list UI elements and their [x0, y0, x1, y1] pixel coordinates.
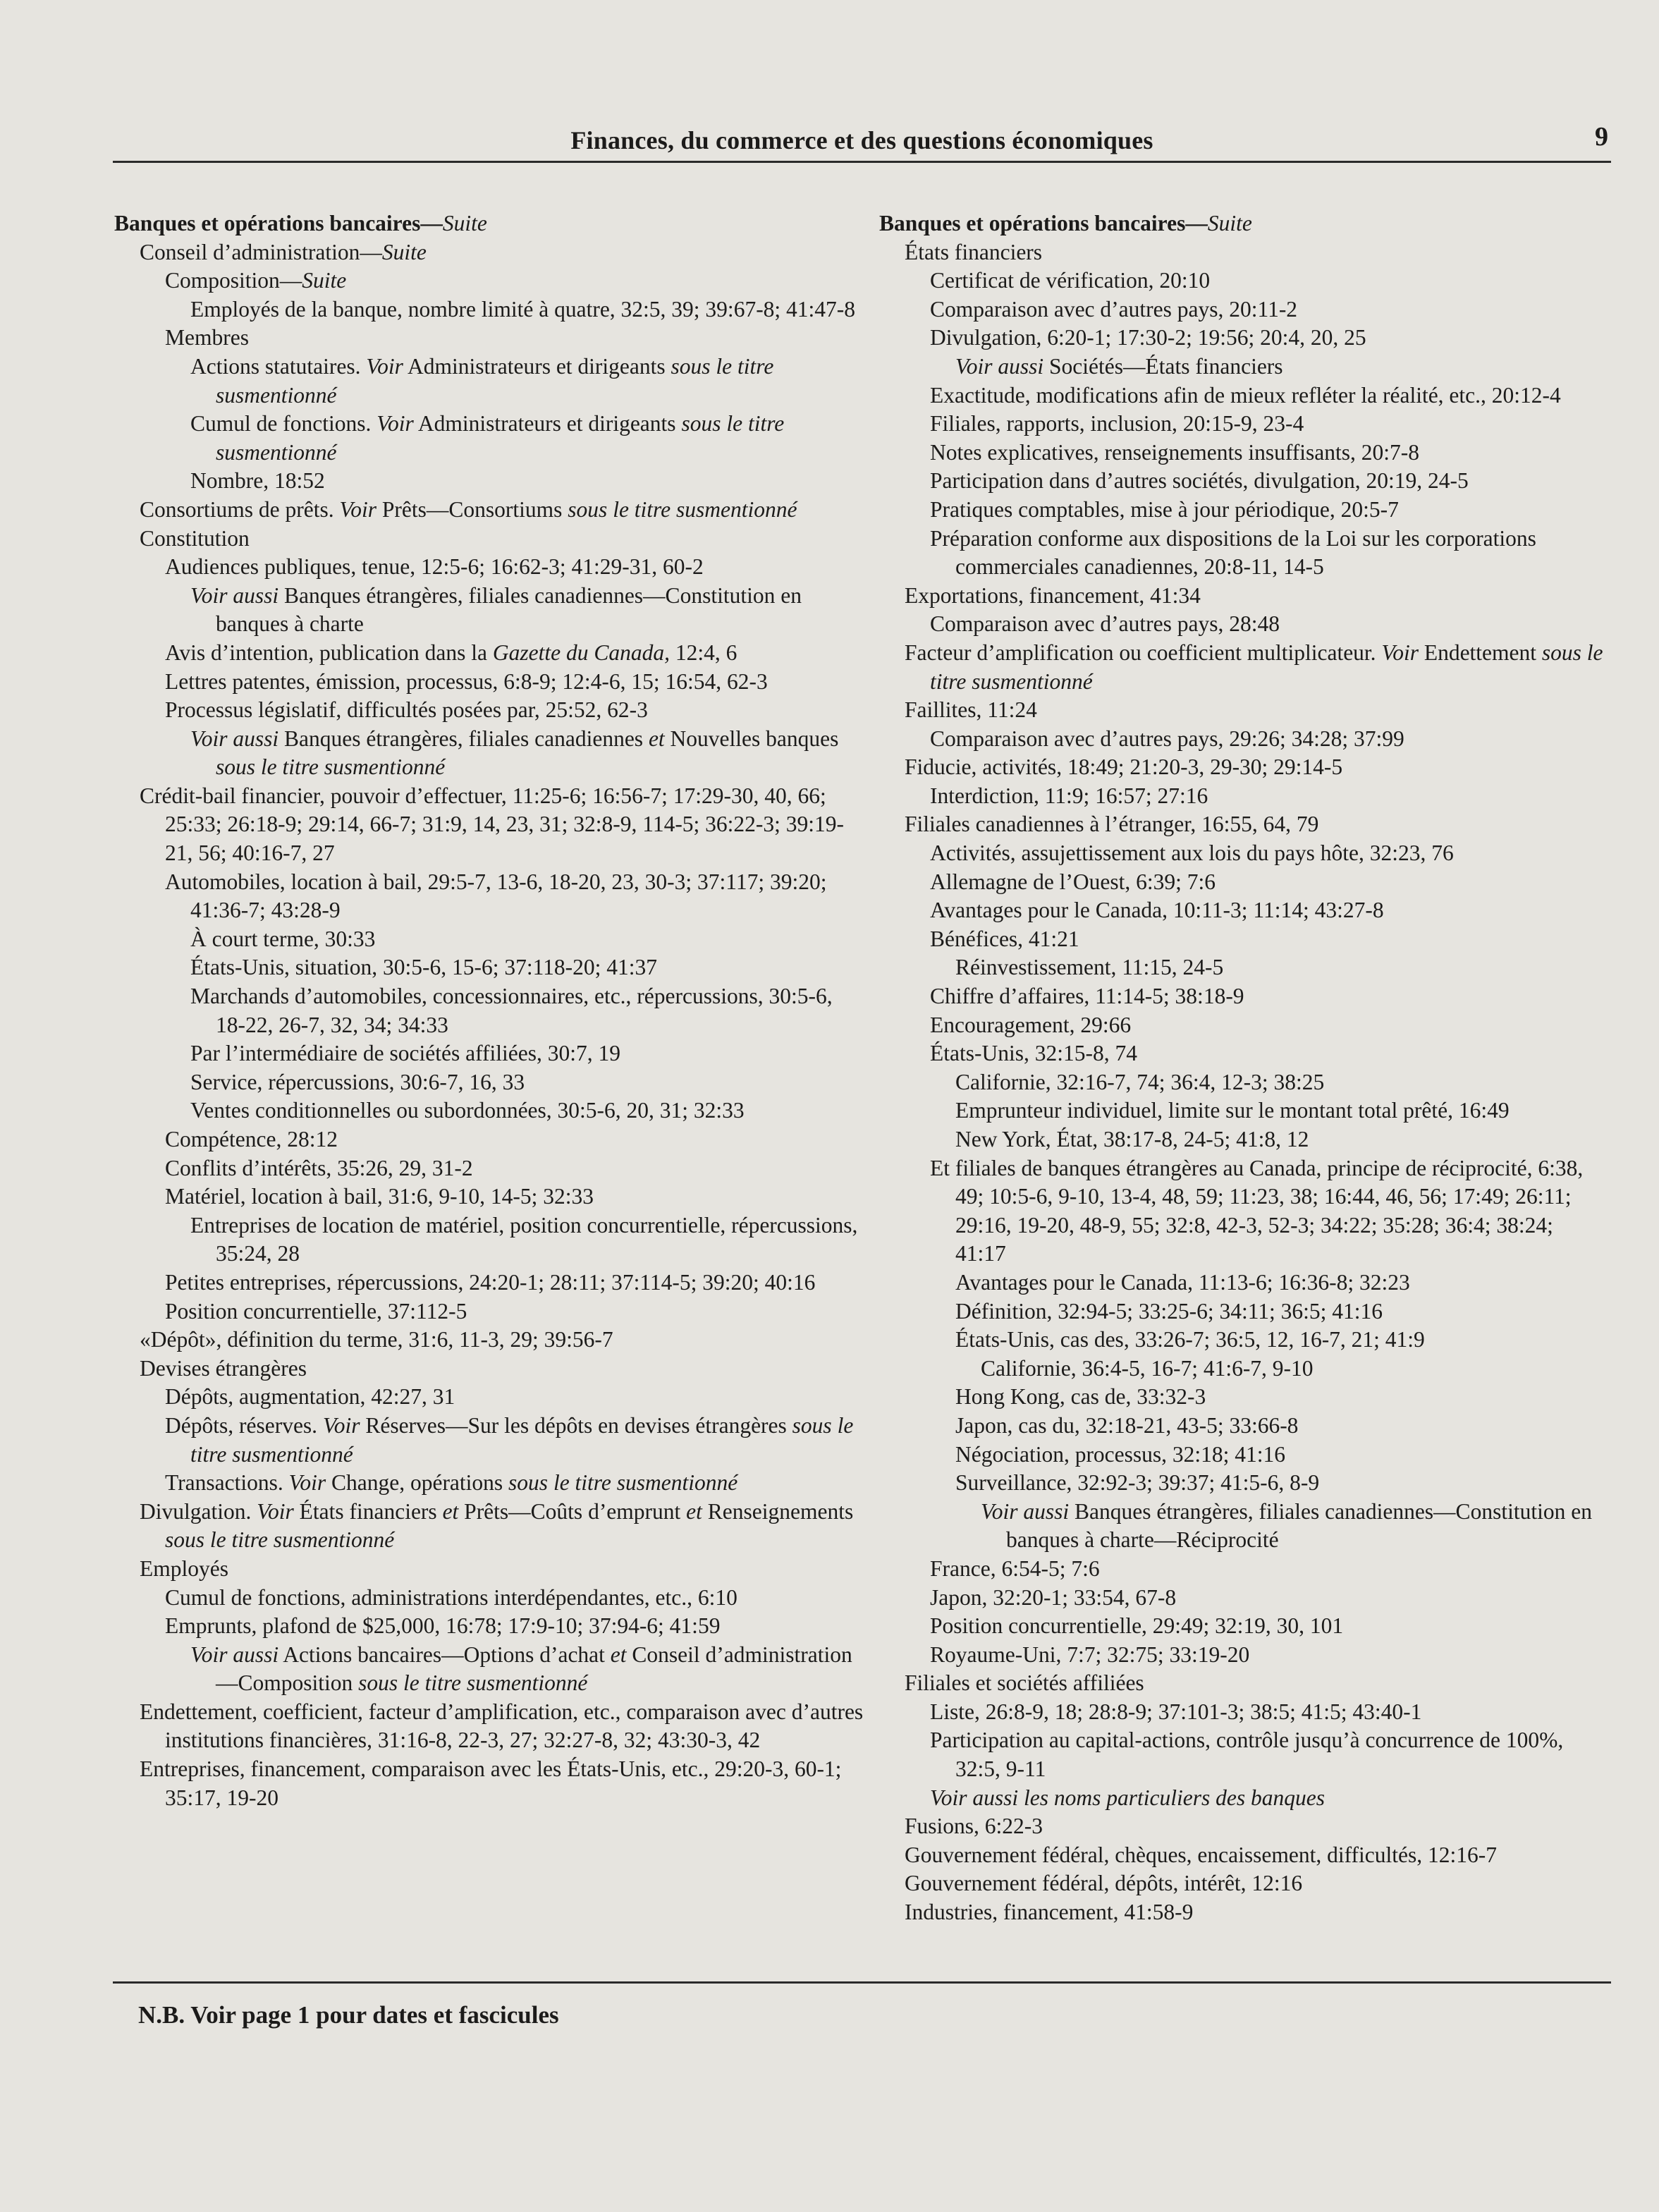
index-entry: [879, 1698, 1609, 1727]
index-entry-text: Ventes conditionnelles ou subordonnées, 30:5-6, 20, 31; 32:33: [190, 1098, 745, 1123]
index-entry: [114, 1584, 865, 1613]
index-entry: [879, 982, 1609, 1011]
index-entry: [114, 1154, 865, 1183]
index-entry-text: Filiales, rapports, inclusion, 20:15-9, 23-4: [930, 411, 1304, 436]
index-entry-text: Banques étrangères, filiales canadiennes: [278, 726, 649, 751]
index-entry-italic: et: [648, 726, 665, 751]
index-entry: [879, 467, 1609, 496]
index-entry-italic: Suite: [381, 239, 427, 264]
index-entry-text: Exactitude, modifications afin de mieux refléter la réalité, etc., 20:12-4: [930, 382, 1561, 408]
index-entry-italic: sous le titre susmentionné: [930, 640, 1603, 694]
index-entry-text: États-Unis, situation, 30:5-6, 15-6; 37:118-20; 41:37: [190, 955, 658, 980]
index-entry-text: Pratiques comptables, mise à jour périodique, 20:5-7: [930, 496, 1399, 522]
index-entry: [114, 1068, 865, 1097]
index-entry-text: Participation au capital-actions, contrôle jusqu’à concurrence de 100%, 32:5, 9-11: [930, 1728, 1564, 1782]
index-entry-text: Position concurrentielle, 37:112-5: [165, 1298, 467, 1324]
index-entry-text: Notes explicatives, renseignements insuffisants, 20:7-8: [930, 439, 1420, 465]
index-entry-text: Banques étrangères, filiales canadiennes—Constitution en banques à charte—Réciprocité: [1006, 1498, 1592, 1553]
index-entry-text: Administrateurs et dirigeants: [403, 353, 671, 379]
index-entry: [114, 953, 865, 982]
index-entry: [879, 238, 1609, 267]
index-entry: [879, 753, 1609, 782]
index-entry: [879, 324, 1609, 353]
index-entry: [879, 696, 1609, 725]
index-entry-text: Marchands d’automobiles, concessionnaires, etc., répercussions, 30:5-6, 18-22, 26-7, 32, 34; 34:33: [190, 984, 833, 1037]
index-entry-text: Fiducie, activités, 18:49; 21:20-3, 29-30; 29:14-5: [905, 754, 1343, 780]
index-entry-italic: Voir aussi: [190, 582, 279, 608]
index-entry: [879, 925, 1609, 954]
index-entry-text: Industries, financement, 41:58-9: [905, 1900, 1194, 1925]
index-entry-italic: sous le titre susmentionné: [358, 1670, 588, 1696]
index-entry-text: Employés de la banque, nombre limité à quatre, 32:5, 39; 39:67-8; 41:47-8: [190, 296, 856, 322]
index-entry: [114, 925, 865, 954]
index-heading: [114, 209, 865, 238]
index-entry-italic: et: [610, 1642, 627, 1667]
index-entry: [879, 1326, 1609, 1355]
index-entry: [114, 238, 865, 267]
index-entry: [879, 868, 1609, 897]
index-entry-text: États-Unis, cas des, 33:26-7; 36:5, 12, 16-7, 21; 41:9: [955, 1327, 1425, 1352]
index-entry-text: Allemagne de l’Ouest, 6:39; 7:6: [930, 869, 1216, 894]
index-entry-text: Activités, assujettissement aux lois du pays hôte, 32:23, 76: [930, 841, 1454, 866]
index-entry-text: Endettement: [1418, 640, 1542, 665]
index-entry-italic: Voir aussi les noms particuliers des banques: [930, 1785, 1326, 1810]
index-entry-text: Change, opérations: [326, 1470, 509, 1496]
index-entry-italic: sous le titre susmentionné: [216, 754, 446, 780]
index-entry-text: Actions bancaires—Options d’achat: [278, 1642, 611, 1667]
index-entry: [879, 439, 1609, 468]
index-entry: [114, 1383, 865, 1412]
index-entry: [879, 1812, 1609, 1841]
index-entry-italic: et: [442, 1498, 459, 1524]
index-entry-italic: sous le titre susmentionné: [508, 1470, 738, 1496]
index-entry-text: Et filiales de banques étrangères au Canada, principe de réciprocité, 6:38, 49; 10:5-6, 9-10, 13-4, 48, 59; 11:23, 38; 16:44, 46, 56; 17:49; 26:11; 29:16, 19-20, 48-9, 55; 32:8, 42-3, 52-3; 34:22; 35:28; 36:4; 38:24; 41:17: [930, 1155, 1584, 1266]
index-entry: [879, 582, 1609, 611]
index-entry: [879, 1039, 1609, 1068]
index-entry: [879, 1469, 1609, 1498]
index-entry-text: Comparaison avec d’autres pays, 29:26; 34:28; 37:99: [930, 726, 1404, 751]
index-entry-text: Emprunts, plafond de $25,000, 16:78; 17:9-10; 37:94-6; 41:59: [165, 1613, 721, 1639]
index-entry-text: Matériel, location à bail, 31:6, 9-10, 14-5; 32:33: [165, 1184, 594, 1209]
index-entry: [114, 1125, 865, 1154]
index-entry: [879, 1297, 1609, 1326]
index-entry-text: Endettement, coefficient, facteur d’amplification, etc., comparaison avec d’autres institutions financières, 31:16-8, 22-3, 27; 32:27-8, 32; 43:30-3, 42: [140, 1699, 864, 1753]
index-entry-italic: Voir aussi: [981, 1498, 1070, 1524]
index-entry-text: Avantages pour le Canada, 10:11-3; 11:14; 43:27-8: [930, 898, 1384, 923]
index-entry-italic: sous le titre susmentionné: [165, 1527, 395, 1553]
index-entry: [879, 1584, 1609, 1613]
index-entry-text: Californie, 32:16-7, 74; 36:4, 12-3; 38:25: [955, 1069, 1325, 1094]
index-entry-text: Royaume-Uni, 7:7; 32:75; 33:19-20: [930, 1642, 1250, 1667]
index-entry-italic: sous le titre susmentionné: [568, 496, 797, 522]
index-entry: [879, 496, 1609, 525]
index-entry-text: Avis d’intention, publication dans la: [165, 640, 493, 665]
running-title: Finances, du commerce et des questions économiques: [570, 126, 1153, 154]
index-entry: [114, 639, 865, 668]
index-entry: [879, 267, 1609, 295]
index-entry-text: Processus législatif, difficultés posées par, 25:52, 62-3: [165, 697, 648, 723]
index-entry-text: Cumul de fonctions.: [190, 411, 377, 436]
index-entry: [114, 1755, 865, 1812]
index-entry: [879, 639, 1609, 696]
index-entry-text: États-Unis, 32:15-8, 74: [930, 1041, 1137, 1066]
index-entry: [879, 1383, 1609, 1412]
index-entry-text: Nombre, 18:52: [190, 468, 325, 494]
index-entry-italic: sous le titre susmentionné: [216, 411, 785, 465]
index-entry-text: Conseil d’administration—Composition: [216, 1642, 852, 1696]
index-entry: [114, 496, 865, 525]
index-entry-text: À court terme, 30:33: [190, 926, 376, 951]
index-entry: [114, 267, 865, 295]
index-entry-text: Constitution: [140, 525, 250, 551]
index-entry-text: Banques et opérations bancaires—: [879, 211, 1208, 236]
index-entry-text: États financiers: [905, 239, 1043, 264]
index-entry-italic: Suite: [302, 268, 347, 293]
index-entry-text: Japon, 32:20-1; 33:54, 67-8: [930, 1584, 1177, 1610]
index-entry-text: Banques et opérations bancaires—: [114, 211, 443, 236]
index-entry: [114, 1698, 865, 1755]
index-entry-text: Négociation, processus, 32:18; 41:16: [955, 1441, 1286, 1467]
index-entry-text: Nouvelles banques: [664, 726, 839, 751]
index-entry: [879, 353, 1609, 381]
index-entry: [879, 810, 1609, 839]
index-entry: [879, 782, 1609, 811]
index-entry-text: Audiences publiques, tenue, 12:5-6; 16:62-3; 41:29-31, 60-2: [165, 554, 704, 580]
index-entry: [879, 1669, 1609, 1698]
index-entry-text: Par l’intermédiaire de sociétés affiliées, 30:7, 19: [190, 1041, 620, 1066]
index-entry: [114, 1498, 865, 1555]
index-entry-text: Banques étrangères, filiales canadiennes—Constitution en banques à charte: [216, 582, 802, 637]
index-entry-italic: Voir aussi: [190, 1642, 279, 1667]
index-entry-text: Californie, 36:4-5, 16-7; 41:6-7, 9-10: [981, 1355, 1314, 1381]
index-entry: [114, 410, 865, 467]
index-entry: [114, 1039, 865, 1068]
index-entry: [114, 696, 865, 725]
index-entry: [114, 1183, 865, 1211]
page-header: [113, 122, 1611, 163]
index-entry: [114, 1096, 865, 1125]
index-entry: [879, 1355, 1609, 1383]
index-entry-text: Interdiction, 11:9; 16:57; 27:16: [930, 783, 1208, 808]
index-entry: [879, 1898, 1609, 1927]
index-entry-text: Surveillance, 32:92-3; 39:37; 41:5-6, 8-9: [955, 1470, 1320, 1496]
index-entry-text: Compétence, 28:12: [165, 1127, 338, 1151]
index-entry: [114, 782, 865, 868]
index-entry-text: Comparaison avec d’autres pays, 20:11-2: [930, 296, 1298, 322]
index-entry: [114, 582, 865, 639]
index-entry: [114, 295, 865, 324]
index-entry-text: Japon, cas du, 32:18-21, 43-5; 33:66-8: [955, 1412, 1299, 1438]
index-entry-text: Prêts—Coûts d’emprunt: [458, 1498, 687, 1524]
index-entry: [879, 1612, 1609, 1641]
index-entry-text: Devises étrangères: [140, 1355, 307, 1381]
index-entry-italic: Voir: [288, 1470, 326, 1496]
index-entry-text: Entreprises de location de matériel, position concurrentielle, répercussions, 35:24, 28: [190, 1212, 858, 1266]
index-entry-italic: Voir: [377, 411, 414, 436]
index-entry-text: Emprunteur individuel, limite sur le montant total prêté, 16:49: [955, 1098, 1510, 1123]
index-entry: [114, 525, 865, 554]
index-entry: [114, 1469, 865, 1498]
index-entry: [879, 1641, 1609, 1670]
index-entry-text: Comparaison avec d’autres pays, 28:48: [930, 611, 1280, 637]
index-entry-text: Encouragement, 29:66: [930, 1012, 1132, 1037]
index-entry-text: France, 6:54-5; 7:6: [930, 1556, 1100, 1581]
index-entry: [879, 610, 1609, 639]
index-entry-text: Transactions.: [165, 1470, 289, 1496]
index-entry: [879, 525, 1609, 582]
index-column-right: [879, 209, 1609, 1927]
index-entry-text: Exportations, financement, 41:34: [905, 582, 1201, 608]
index-entry: [879, 1869, 1609, 1898]
index-entry-text: Conseil d’administration—: [140, 239, 382, 264]
index-entry: [879, 1841, 1609, 1870]
index-entry-text: Sociétés—États financiers: [1043, 353, 1283, 379]
index-entry: [879, 1555, 1609, 1584]
index-entry: [879, 1154, 1609, 1269]
index-entry: [114, 467, 865, 496]
index-entry: [879, 896, 1609, 925]
index-entry-text: États financiers: [293, 1498, 443, 1524]
index-entry: [879, 410, 1609, 439]
index-entry-text: Filiales canadiennes à l’étranger, 16:55, 64, 79: [905, 812, 1319, 837]
index-entry: [114, 1269, 865, 1297]
index-entry: [114, 1297, 865, 1326]
index-entry-italic: Voir: [366, 353, 403, 379]
index-entry-text: Renseignements: [702, 1498, 854, 1524]
index-entry-text: Prêts—Consortiums: [377, 496, 568, 522]
index-entry-text: Chiffre d’affaires, 11:14-5; 38:18-9: [930, 984, 1244, 1009]
index-entry: [879, 839, 1609, 868]
index-entry-text: New York, État, 38:17-8, 24-5; 41:8, 12: [955, 1127, 1309, 1151]
index-entry-text: Lettres patentes, émission, processus, 6:8-9; 12:4-6, 15; 16:54, 62-3: [165, 668, 768, 694]
index-entry-italic: Suite: [442, 211, 487, 236]
footer-note: N.B. Voir page 1 pour dates et fascicules: [138, 2001, 559, 2029]
index-entry-text: Membres: [165, 325, 249, 350]
index-entry-text: Gouvernement fédéral, dépôts, intérêt, 12:16: [905, 1871, 1303, 1896]
index-entry-italic: Voir: [1381, 640, 1419, 665]
index-entry: [114, 1355, 865, 1383]
index-entry-text: 12:4, 6: [669, 640, 737, 665]
index-entry-italic: Voir: [322, 1412, 360, 1438]
index-entry: [114, 1211, 865, 1269]
index-entry-text: Réserves—Sur les dépôts en devises étrangères: [360, 1412, 792, 1438]
index-entry-text: Conflits d’intérêts, 35:26, 29, 31-2: [165, 1155, 473, 1180]
index-entry-text: Dépôts, réserves.: [165, 1412, 323, 1438]
page-number: 9: [1595, 122, 1608, 152]
index-entry-text: Hong Kong, cas de, 33:32-3: [955, 1384, 1206, 1410]
index-entry-text: Crédit-bail financier, pouvoir d’effectuer, 11:25-6; 16:56-7; 17:29-30, 40, 66; 25:33; 26:18-9; 29:14, 66-7; 31:9, 14, 23, 31; 32:8-9, 114-5; 36:22-3; 39:19-21, 56; 40:16-7, 27: [140, 783, 845, 866]
index-entry: [879, 1068, 1609, 1097]
footer-rule: [113, 1981, 1611, 1984]
index-entry-text: Facteur d’amplification ou coefficient multiplicateur.: [905, 640, 1382, 665]
index-entry: [114, 1412, 865, 1469]
index-entry-text: Service, répercussions, 30:6-7, 16, 33: [190, 1069, 525, 1094]
index-entry-text: Gouvernement fédéral, chèques, encaissement, difficultés, 12:16-7: [905, 1842, 1497, 1867]
index-entry: [114, 324, 865, 353]
index-entry-text: Définition, 32:94-5; 33:25-6; 34:11; 36:5; 41:16: [955, 1298, 1383, 1324]
index-entry: [879, 1269, 1609, 1297]
index-entry-text: Réinvestissement, 11:15, 24-5: [955, 955, 1224, 980]
index-entry-text: Participation dans d’autres sociétés, divulgation, 20:19, 24-5: [930, 468, 1469, 494]
index-entry: [879, 1784, 1609, 1813]
index-entry: [879, 1125, 1609, 1154]
index-entry: [114, 553, 865, 582]
index-entry: [114, 982, 865, 1039]
index-entry: [879, 295, 1609, 324]
index-entry-text: Faillites, 11:24: [905, 697, 1037, 723]
index-entry: [114, 353, 865, 410]
index-entry-text: Dépôts, augmentation, 42:27, 31: [165, 1384, 455, 1410]
index-entry: [114, 1641, 865, 1698]
index-entry-text: Divulgation.: [140, 1498, 257, 1524]
index-entry: [879, 1011, 1609, 1040]
index-entry-text: Consortiums de prêts.: [140, 496, 340, 522]
index-entry-italic: Voir: [257, 1498, 294, 1524]
index-entry: [114, 868, 865, 925]
index-entry: [879, 1096, 1609, 1125]
index-entry-text: Préparation conforme aux dispositions de la Loi sur les corporations commerciales canadiennes, 20:8-11, 14-5: [930, 525, 1536, 580]
index-entry-text: Liste, 26:8-9, 18; 28:8-9; 37:101-3; 38:5; 41:5; 43:40-1: [930, 1699, 1422, 1724]
index-entry-italic: sous le titre susmentionné: [190, 1412, 854, 1467]
index-entry-text: «Dépôt», définition du terme, 31:6, 11-3, 29; 39:56-7: [140, 1327, 613, 1352]
index-entry: [879, 953, 1609, 982]
index-entry-text: Composition—: [165, 268, 302, 293]
index-entry-italic: Voir aussi: [190, 726, 279, 751]
index-entry-italic: sous le titre susmentionné: [216, 353, 774, 408]
index-entry-text: Position concurrentielle, 29:49; 32:19, 30, 101: [930, 1613, 1344, 1639]
index-entry-italic: Voir: [339, 496, 377, 522]
index-entry: [114, 725, 865, 782]
index-column-left: [114, 209, 865, 1812]
index-entry: [879, 1441, 1609, 1469]
index-entry-italic: Voir aussi: [955, 353, 1044, 379]
index-entry: [879, 1726, 1609, 1783]
index-entry-text: Avantages pour le Canada, 11:13-6; 16:36-8; 32:23: [955, 1269, 1410, 1295]
index-entry-text: Entreprises, financement, comparaison avec les États-Unis, etc., 29:20-3, 60-1; 35:17, 19-20: [140, 1756, 842, 1810]
index-entry-text: Filiales et sociétés affiliées: [905, 1670, 1144, 1696]
index-entry: [879, 725, 1609, 754]
index-entry: [879, 381, 1609, 410]
index-entry-text: Automobiles, location à bail, 29:5-7, 13-6, 18-20, 23, 30-3; 37:117; 39:20; 41:36-7; 43:28-9: [165, 869, 827, 923]
index-entry: [879, 1412, 1609, 1441]
index-entry-text: Actions statutaires.: [190, 353, 367, 379]
index-entry-text: Administrateurs et dirigeants: [413, 411, 682, 436]
index-entry-text: Divulgation, 6:20-1; 17:30-2; 19:56; 20:4, 20, 25: [930, 325, 1366, 350]
index-entry-text: Certificat de vérification, 20:10: [930, 268, 1211, 293]
index-entry-text: Fusions, 6:22-3: [905, 1814, 1043, 1839]
index-entry: [114, 1612, 865, 1641]
index-entry: [114, 1555, 865, 1584]
index-entry: [114, 668, 865, 697]
index-entry-italic: Gazette du Canada,: [492, 640, 670, 665]
index-entry-text: Petites entreprises, répercussions, 24:20-1; 28:11; 37:114-5; 39:20; 40:16: [165, 1269, 816, 1295]
index-entry: [114, 1326, 865, 1355]
index-entry: [879, 1498, 1609, 1555]
index-entry-italic: et: [686, 1498, 702, 1524]
index-entry-text: Cumul de fonctions, administrations interdépendantes, etc., 6:10: [165, 1584, 737, 1610]
index-entry-text: Bénéfices, 41:21: [930, 926, 1079, 951]
index-heading: [879, 209, 1609, 238]
index-entry-italic: Suite: [1207, 211, 1252, 236]
index-entry-text: Employés: [140, 1556, 228, 1581]
